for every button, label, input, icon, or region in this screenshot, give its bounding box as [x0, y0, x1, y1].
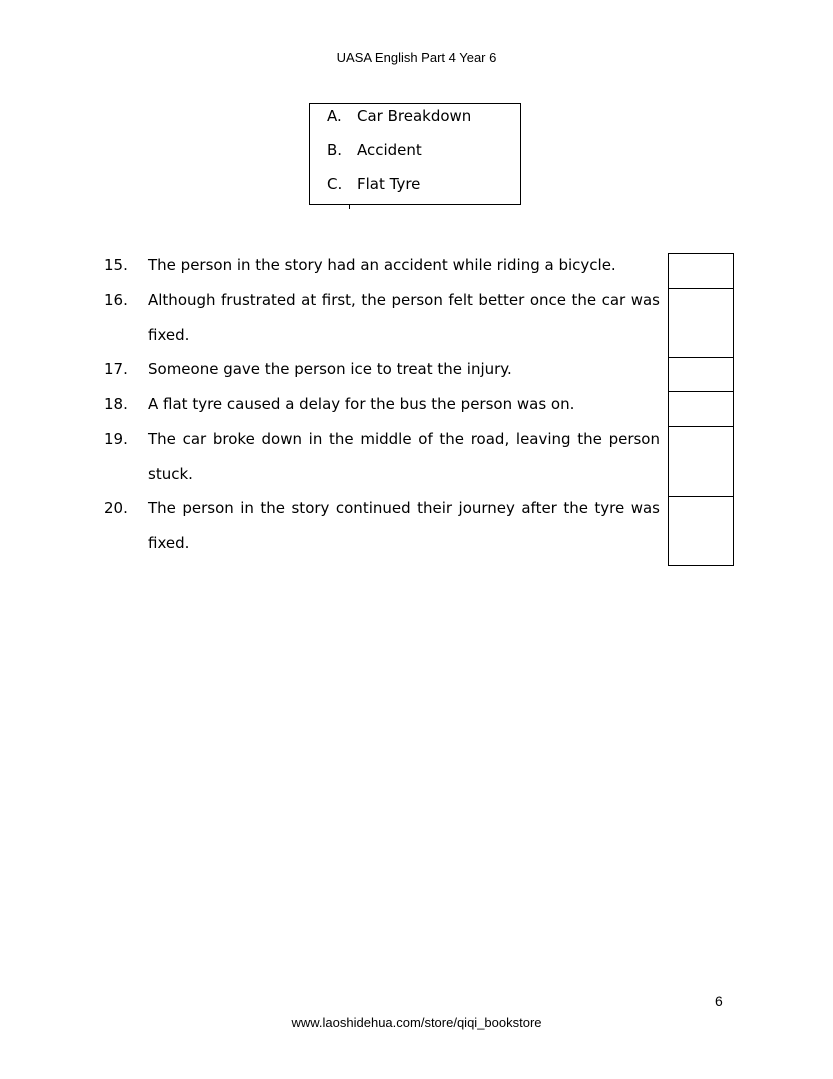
question-text: A flat tyre caused a delay for the bus the person was on. — [148, 395, 575, 413]
answer-box-15[interactable] — [668, 253, 734, 289]
question-text: The car broke down in the middle of the road, leaving the person stuck. — [148, 430, 660, 483]
question-number: 19. — [104, 430, 128, 448]
answer-box-17[interactable] — [668, 357, 734, 392]
option-label: Flat Tyre — [357, 175, 421, 193]
question-number: 15. — [104, 256, 128, 274]
answer-box-16[interactable] — [668, 288, 734, 358]
box-tick-mark — [349, 205, 350, 209]
option-b — [327, 141, 422, 159]
question-number: 20. — [104, 499, 128, 517]
option-letter: B. — [327, 141, 343, 159]
answer-box-20[interactable] — [668, 496, 734, 566]
answer-box-19[interactable] — [668, 426, 734, 497]
option-label: Accident — [357, 141, 422, 159]
answer-box-18[interactable] — [668, 391, 734, 427]
option-label: Car Breakdown — [357, 107, 472, 125]
question-text: Someone gave the person ice to treat the injury. — [148, 360, 512, 378]
option-letter: C. — [327, 175, 343, 193]
question-number: 18. — [104, 395, 128, 413]
question-text: The person in the story had an accident while riding a bicycle. — [148, 256, 616, 274]
option-c — [327, 175, 420, 193]
page-number: 6 — [715, 993, 723, 1009]
option-a — [327, 107, 471, 125]
page-header: UASA English Part 4 Year 6 — [336, 50, 497, 65]
question-number: 17. — [104, 360, 128, 378]
question-text: The person in the story continued their journey after the tyre was fixed. — [148, 499, 660, 552]
option-letter: A. — [327, 107, 342, 125]
question-number: 16. — [104, 291, 128, 309]
options-box — [309, 103, 521, 205]
question-text: Although frustrated at first, the person felt better once the car was fixed. — [148, 291, 660, 344]
footer-url: www.laoshidehua.com/store/qiqi_bookstore — [291, 1015, 542, 1030]
